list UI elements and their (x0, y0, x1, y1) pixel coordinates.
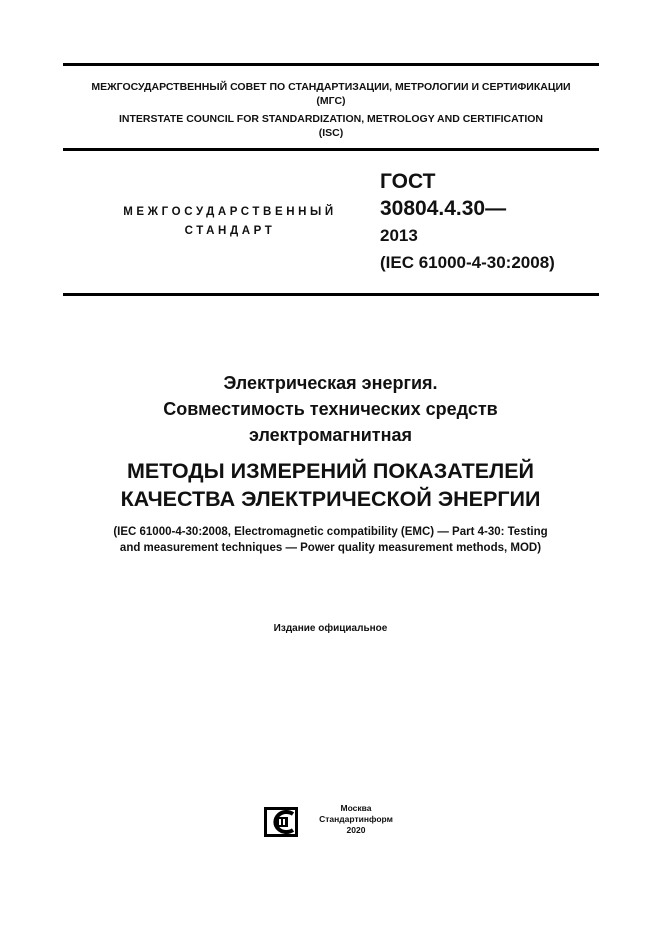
top-rule (63, 63, 599, 66)
council-ru-line1: МЕЖГОСУДАРСТВЕННЫЙ СОВЕТ ПО СТАНДАРТИЗАЦИИ, МЕТРОЛОГИИ И СЕРТИФИКАЦИИ (91, 81, 571, 93)
council-name-en (63, 112, 599, 140)
gost-number: 30804.4.30— (380, 197, 507, 220)
bottom-rule (63, 293, 599, 296)
gost-designation (380, 168, 555, 276)
standard-type-label (95, 203, 365, 241)
subtitle-line1: Электрическая энергия. (223, 373, 438, 393)
standard-type-line1: МЕЖГОСУДАРСТВЕННЫЙ (123, 206, 337, 218)
gost-iec-reference: (IEC 61000-4-30:2008) (380, 253, 555, 272)
publication-year: 2020 (346, 825, 366, 835)
council-name-ru (63, 80, 599, 108)
standartinform-logo-icon (263, 806, 299, 838)
standard-type-line2: СТАНДАРТ (184, 225, 276, 237)
iec-title-line1: (IEC 61000-4-30:2008, Electromagnetic compatibility (EMC) — Part 4-30: Testing (113, 526, 548, 538)
council-ru-abbr: (МГС) (316, 95, 346, 107)
middle-rule (63, 148, 599, 151)
title-line1: МЕТОДЫ ИЗМЕРЕНИЙ ПОКАЗАТЕЛЕЙ (127, 459, 534, 483)
iec-title-line2: and measurement techniques — Power quality measurement methods, MOD) (119, 542, 542, 554)
edition-label: Издание официальное (273, 623, 388, 634)
council-en-abbr: (ISC) (318, 127, 344, 139)
iec-equivalent-title (60, 524, 601, 556)
gost-label: ГОСТ (380, 170, 436, 193)
document-subtitle (0, 370, 661, 448)
document-title (0, 457, 661, 513)
publisher-name: Стандартинформ (319, 814, 393, 824)
publisher-block (306, 803, 406, 836)
gost-year: 2013 (380, 226, 418, 245)
publisher-city: Москва (340, 803, 372, 813)
subtitle-line3: электромагнитная (248, 425, 412, 445)
subtitle-line2: Совместимость технических средств (163, 399, 498, 419)
council-en-line1: INTERSTATE COUNCIL FOR STANDARDIZATION, METROLOGY AND CERTIFICATION (118, 113, 544, 125)
title-line2: КАЧЕСТВА ЭЛЕКТРИЧЕСКОЙ ЭНЕРГИИ (120, 487, 541, 511)
